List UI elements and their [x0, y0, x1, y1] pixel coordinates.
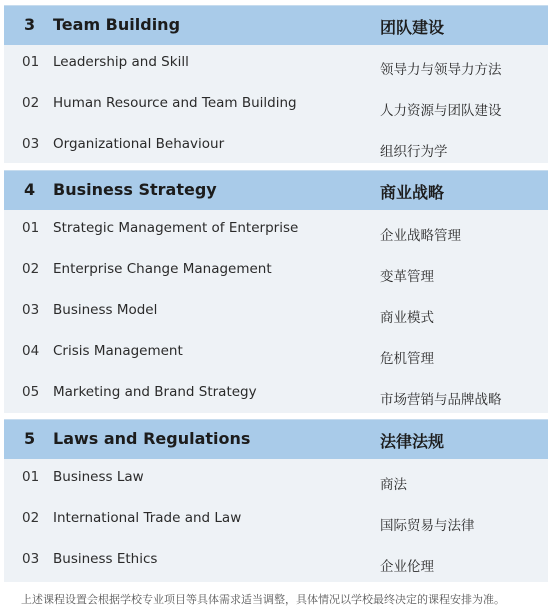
course-number: 02 — [22, 261, 40, 277]
course-name-cn: 领导力与领导力方法 — [380, 62, 502, 78]
course-number: 02 — [22, 510, 40, 526]
course-name-en: Marketing and Brand Strategy — [53, 384, 257, 400]
footnote: 上述课程设置会根据学校专业项目等具体需求适当调整，具体情况以学校最终决定的课程安排为准。 — [21, 593, 505, 606]
section-number: 4 — [24, 180, 36, 199]
course-number: 04 — [22, 343, 40, 359]
course-name-en: Business Ethics — [53, 551, 158, 567]
course-name-cn: 商业模式 — [380, 310, 434, 326]
course-name-en: Business Law — [53, 469, 144, 485]
section-title-cn: 法律法规 — [380, 432, 445, 451]
course-row — [4, 261, 548, 301]
course-row — [4, 220, 548, 260]
course-name-cn: 国际贸易与法律 — [380, 518, 475, 534]
section-title: Team Building — [53, 15, 181, 34]
section-title-cn: 团队建设 — [380, 18, 445, 37]
course-name-cn: 企业伦理 — [380, 559, 434, 575]
course-name-en: Organizational Behaviour — [53, 136, 225, 152]
course-number: 01 — [22, 54, 40, 70]
section-number: 3 — [24, 15, 36, 34]
course-number: 02 — [22, 95, 40, 111]
course-number: 01 — [22, 469, 40, 485]
course-name-en: Business Model — [53, 302, 158, 318]
course-row — [4, 95, 548, 135]
course-row — [4, 54, 548, 94]
course-name-cn: 组织行为学 — [380, 144, 448, 160]
course-row — [4, 343, 548, 383]
section-title: Business Strategy — [53, 180, 217, 199]
course-row — [4, 384, 548, 424]
section-number: 5 — [24, 429, 36, 448]
course-name-en: Human Resource and Team Building — [53, 95, 297, 111]
course-row — [4, 302, 548, 342]
course-row — [4, 469, 548, 509]
course-name-en: Strategic Management of Enterprise — [53, 220, 299, 236]
course-row — [4, 551, 548, 591]
course-number: 03 — [22, 136, 40, 152]
course-name-cn: 商法 — [380, 477, 407, 493]
course-number: 03 — [22, 551, 40, 567]
course-number: 05 — [22, 384, 40, 400]
section-team-building — [4, 5, 548, 163]
course-name-cn: 企业战略管理 — [380, 228, 461, 244]
section-business-strategy — [4, 170, 548, 413]
section-title-cn: 商业战略 — [380, 183, 445, 202]
course-name-cn: 人力资源与团队建设 — [380, 103, 502, 119]
section-laws-and-regulations — [4, 419, 548, 582]
course-name-cn: 危机管理 — [380, 351, 434, 367]
course-number: 03 — [22, 302, 40, 318]
course-number: 01 — [22, 220, 40, 236]
course-name-cn: 市场营销与品牌战略 — [380, 392, 502, 408]
section-header — [4, 419, 548, 459]
course-name-en: Enterprise Change Management — [53, 261, 272, 277]
section-header — [4, 170, 548, 210]
course-name-cn: 变革管理 — [380, 269, 434, 285]
section-header — [4, 5, 548, 45]
course-name-en: International Trade and Law — [53, 510, 242, 526]
course-row — [4, 510, 548, 550]
section-title: Laws and Regulations — [53, 429, 251, 448]
course-name-en: Crisis Management — [53, 343, 183, 359]
course-name-en: Leadership and Skill — [53, 54, 189, 70]
